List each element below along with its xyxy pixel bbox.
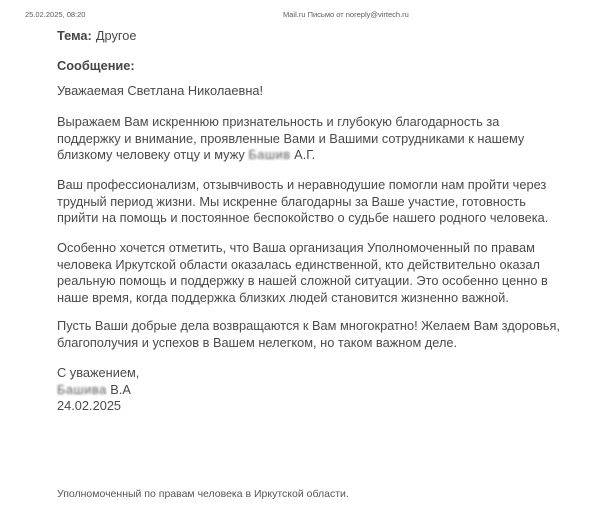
print-header-title: Mail.ru Письмо от noreply@virtech.ru bbox=[283, 10, 409, 19]
paragraph-line: человека Иркутской области оказалась единственной, кто действительно оказал bbox=[57, 256, 540, 272]
signature-date: 24.02.2025 bbox=[57, 398, 122, 413]
paragraph-line: поддержку и внимание, проявленные Вами и Вашими сотрудниками к нашему bbox=[57, 130, 525, 146]
paragraph-line: прийти на помощь и постоянное беспокойство о судьбе нашего родного человека. bbox=[57, 210, 549, 225]
footer-organization-line: Уполномоченный по правам человека в Иркутской области. bbox=[57, 488, 349, 500]
paragraph-line: Особенно хочется отметить, что Ваша организация Уполномоченный по правам bbox=[57, 240, 535, 255]
paragraph-line: благополучия и успехов в Вашем нелегком, но таком важном деле. bbox=[57, 334, 458, 350]
redacted-surname: Башив bbox=[248, 147, 291, 162]
subject-value: Другое bbox=[95, 28, 137, 43]
line-text-after-name: А.Г. bbox=[290, 147, 316, 162]
redacted-surname: Башива bbox=[57, 381, 107, 397]
paragraph-gratitude bbox=[57, 114, 524, 164]
paragraph-line: трудный период жизни. Мы искренне благодарны за Ваше участие, готовность bbox=[57, 193, 526, 209]
subject-line bbox=[57, 28, 136, 45]
paragraph-line: Ваш профессионализм, отзывчивость и неравнодушие помогли нам пройти через bbox=[57, 177, 547, 192]
message-label-text: Сообщение: bbox=[57, 58, 135, 73]
signature bbox=[57, 365, 139, 415]
paragraph-organization bbox=[57, 240, 548, 306]
signature-initials: В.А bbox=[106, 381, 131, 397]
paragraph-wishes bbox=[57, 318, 560, 351]
print-header-datetime: 25.02.2025, 08:20 bbox=[25, 10, 86, 19]
subject-label: Тема: bbox=[57, 28, 92, 43]
line-text-before-name: близкому человеку отцу и мужу bbox=[57, 147, 249, 162]
greeting-line: Уважаемая Светлана Николаевна! bbox=[57, 83, 264, 98]
paragraph-line: Выражаем Вам искреннюю признательность и глубокую благодарность за bbox=[57, 114, 500, 129]
signature-name-line bbox=[57, 382, 139, 399]
paragraph-line: реальную помощь и поддержку в нашей сложной ситуации. Это особенно ценно в bbox=[57, 273, 548, 288]
paragraph-line: наше время, когда поддержка близких людей становится жизненно важной. bbox=[57, 289, 509, 305]
paragraph-line: Пусть Ваши добрые дела возвращаются к Вам многократно! Желаем Вам здоровья, bbox=[57, 318, 560, 333]
paragraph-line bbox=[57, 147, 524, 164]
message-label bbox=[57, 58, 135, 75]
signature-closing: С уважением, bbox=[57, 365, 140, 380]
paragraph-professionalism bbox=[57, 177, 548, 227]
